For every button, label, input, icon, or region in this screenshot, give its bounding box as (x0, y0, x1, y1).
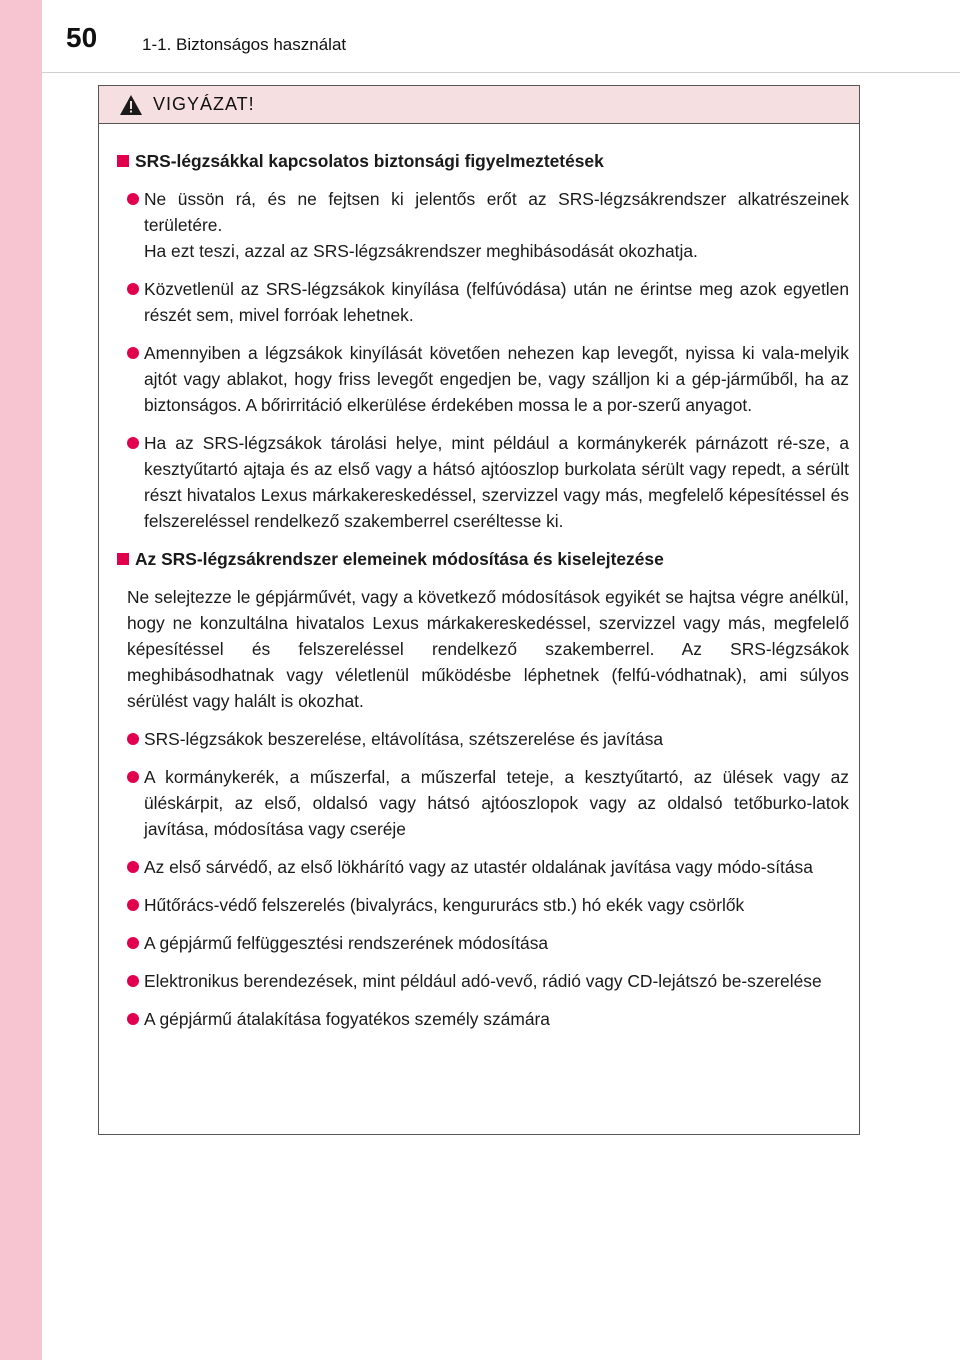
section-heading (117, 148, 849, 174)
list-item-text: A gépjármű átalakítása fogyatékos személy számára (144, 1009, 550, 1029)
square-bullet-icon (117, 155, 129, 167)
list-item-text: A gépjármű felfüggesztési rendszerének módosítása (144, 933, 549, 953)
list-item-text: Hűtőrács-védő felszerelés (bivalyrács, kengururács stb.) hó ekék vagy csörlők (144, 895, 745, 915)
list-item-text: Az első sárvédő, az első lökhárító vagy az utastér oldalának javítása vagy módo-sítása (144, 857, 813, 877)
round-bullet-icon (127, 899, 139, 911)
list-item (127, 968, 849, 994)
side-color-strip (0, 0, 42, 1360)
round-bullet-icon (127, 1013, 139, 1025)
list-item (127, 276, 849, 328)
round-bullet-icon (127, 771, 139, 783)
section-paragraph: Ne selejtezze le gépjárművét, vagy a következő módosítások egyikét se hajtsa végre anélkül, hogy ne konzultálna hivatalos Lexus márkakereskedéssel, szervizzel vagy más, megfelelő képesítéssel és felszereléssel rendelkező szakemberrel. Az SRS-légzsákok meghibásodhatnak vagy véletlenül működésbe léphetnek (felfú-vódhatnak), ami súlyos sérülést vagy halált is okozhat. (127, 587, 849, 711)
list-item-text: Ha ezt teszi, azzal az SRS-légzsákrendszer meghibásodását okozhatja. (144, 241, 698, 261)
list-item-text: A kormánykerék, a műszerfal, a műszerfal teteje, a kesztyűtartó, az ülések vagy az üléskárpit, az első, oldalsó vagy hátsó ajtóoszlopok vagy az oldalsó tetőburko-latok javítása, módosítása vagy cseréje (144, 767, 849, 839)
round-bullet-icon (127, 861, 139, 873)
round-bullet-icon (127, 733, 139, 745)
round-bullet-icon (127, 347, 139, 359)
list-item (127, 186, 849, 264)
list-item (127, 764, 849, 842)
list-item-text: Amennyiben a légzsákok kinyílását követően nehezen kap levegőt, nyissa ki vala-melyik ajtót vagy ablakot, hogy friss levegőt engedjen be, vagy szálljon ki a gép-járműből, ha az biztonságos. A bőrirritáció elkerülése érdekében mossa le a por-szerű anyagot. (144, 343, 849, 415)
list-item (127, 892, 849, 918)
section-heading (117, 546, 849, 572)
list-item (127, 930, 849, 956)
list-item-text: Ne üssön rá, és ne fejtsen ki jelentős erőt az SRS-légzsákrendszer alkatrészeinek területére. (144, 189, 849, 235)
list-item (127, 726, 849, 752)
list-item-text: SRS-légzsákok beszerelése, eltávolítása, szétszerelése és javítása (144, 729, 664, 749)
round-bullet-icon (127, 975, 139, 987)
warning-title: VIGYÁZAT! (153, 94, 255, 114)
list-item-text: Ha az SRS-légzsákok tárolási helye, mint például a kormánykerék párnázott ré-sze, a kesztyűtartó ajtaja és az első vagy a hátsó ajtóoszlop burkolata sérült vagy repedt, a sérült részt hivatalos Lexus márkakereskedéssel, szervizzel vagy más, megfelelő képesítéssel és felszereléssel rendelkező szakemberrel cseréltesse ki. (144, 433, 849, 531)
page-number: 50 (66, 22, 98, 53)
warning-triangle-icon (119, 94, 143, 116)
warning-header (99, 86, 859, 124)
section-heading-text: SRS-légzsákkal kapcsolatos biztonsági figyelmeztetések (135, 151, 604, 171)
warning-box (98, 85, 860, 1135)
square-bullet-icon (117, 553, 129, 565)
list-item-text: Elektronikus berendezések, mint például adó-vevő, rádió vagy CD-lejátszó be-szerelése (144, 971, 822, 991)
list-item-text: Közvetlenül az SRS-légzsákok kinyílása (felfúvódása) után ne érintse meg azok egyetlen részét sem, mivel forróak lehetnek. (144, 279, 849, 325)
section-title: 1-1. Biztonságos használat (142, 35, 347, 54)
round-bullet-icon (127, 437, 139, 449)
round-bullet-icon (127, 283, 139, 295)
warning-content (99, 124, 859, 1032)
list-item (127, 1006, 849, 1032)
section-heading-text: Az SRS-légzsákrendszer elemeinek módosítása és kiselejtezése (135, 549, 664, 569)
list-item (127, 854, 849, 880)
round-bullet-icon (127, 193, 139, 205)
list-item (127, 430, 849, 534)
round-bullet-icon (127, 937, 139, 949)
list-item (127, 340, 849, 418)
header-divider (42, 72, 960, 73)
